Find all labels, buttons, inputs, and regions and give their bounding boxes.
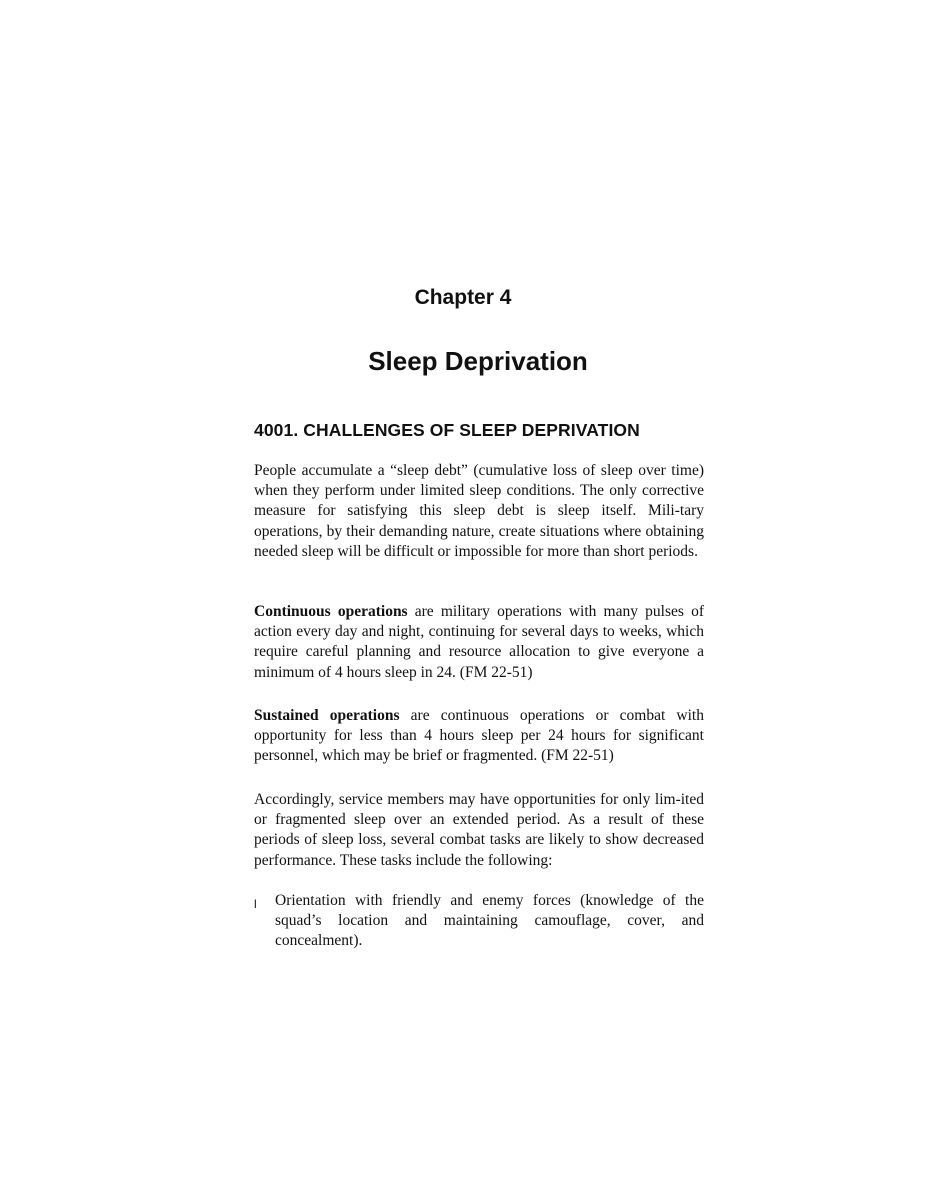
chapter-title: Sleep Deprivation <box>368 346 588 376</box>
paragraph-sleep-debt: People accumulate a “sleep debt” (cumulative loss of sleep over time) when they perform under limited sleep conditions. The only corrective measure for satisfying this sleep debt is sleep itself. Mili-tary operations, by their demanding nature, create situations where obtaining needed sleep will be difficult or impossible for more than short periods. <box>254 462 704 560</box>
list-item-text: Orientation with friendly and enemy forces (knowledge of the squad’s location and maintaining camouflage, cover, and concealment). <box>275 892 704 950</box>
bullet-marker: l <box>254 897 257 911</box>
paragraph-sustained-operations <box>254 706 704 767</box>
chapter-label: Chapter 4 <box>414 286 512 309</box>
paragraph-continuous-operations <box>254 602 704 683</box>
term-continuous-operations: Continuous operations <box>254 603 408 620</box>
term-sustained-operations: Sustained operations <box>254 707 400 724</box>
definition-sustained-operations: are continuous operations or combat with opportunity for less than 4 hours sleep per 24 hours for significant personnel, which may be brief or fragmented. (FM 22-51) <box>254 707 704 765</box>
definition-continuous-operations: are military operations with many pulses of action every day and night, continuing for several days to weeks, which require careful planning and resource allocation to give everyone a minimum of 4 hours sleep in 24. (FM 22-51) <box>254 603 704 681</box>
paragraph-combat-tasks: Accordingly, service members may have opportunities for only lim-ited or fragmented sleep over an extended period. As a result of these periods of sleep loss, several combat tasks are likely to show decreased performance. These tasks include the following: <box>254 791 704 869</box>
section-heading: 4001. CHALLENGES OF SLEEP DEPRIVATION <box>254 420 640 440</box>
